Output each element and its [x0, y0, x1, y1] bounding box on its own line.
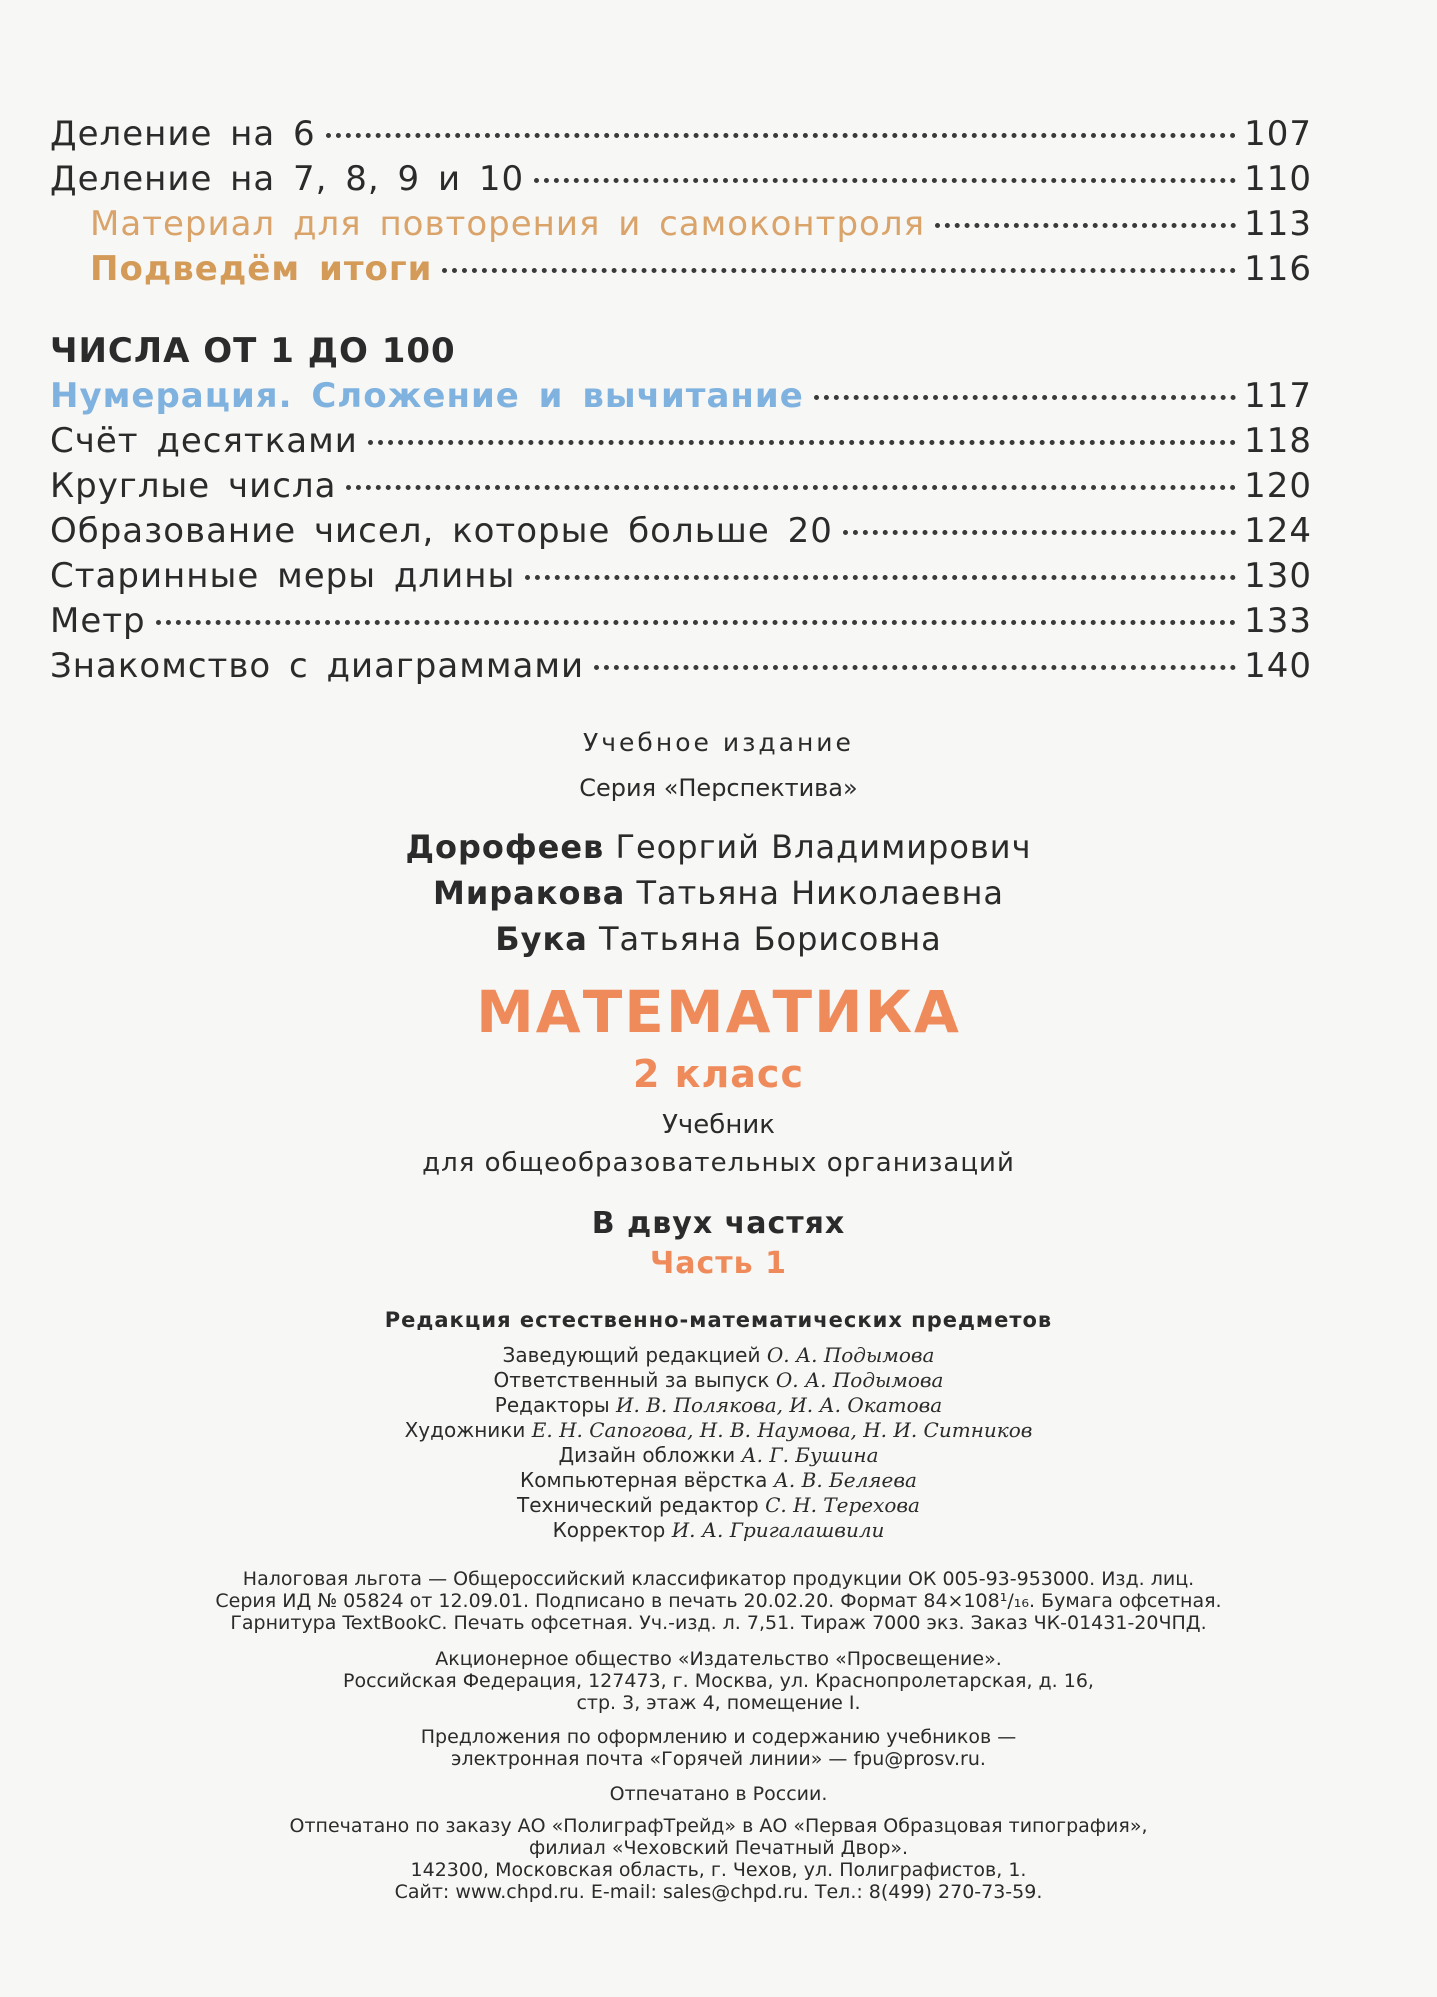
toc-entry — [50, 466, 1312, 511]
book-kind: Учебник — [662, 1110, 775, 1140]
toc-entry-title: Материал для повторения и самоконтроля — [90, 204, 926, 244]
proposals-info — [0, 1726, 1437, 1770]
book-audience: для общеобразовательных организаций — [422, 1148, 1015, 1178]
author-name: Татьяна Борисовна — [598, 920, 942, 958]
authors — [0, 828, 1437, 966]
staff-names: И. В. Полякова, И. А. Окатова — [616, 1393, 943, 1417]
author — [0, 874, 1437, 920]
toc-entry-page: 133 — [1244, 601, 1312, 641]
toc-entry-page: 130 — [1244, 556, 1312, 596]
staff-role: Художники — [404, 1418, 526, 1442]
edition-type: Учебное издание — [583, 728, 854, 757]
printer-line: 142300, Московская область, г. Чехов, ул. Полиграфистов, 1. — [410, 1859, 1027, 1881]
legal-line: Серия ИД № 05824 от 12.09.01. Подписано в печать 20.02.20. Формат 84×108¹/₁₆. Бумага офсетная. — [215, 1590, 1222, 1612]
author — [0, 828, 1437, 874]
toc-entry-page: 140 — [1244, 646, 1312, 686]
staff-line — [0, 1343, 1437, 1368]
author-surname: Дорофеев — [405, 828, 605, 866]
staff-line — [0, 1468, 1437, 1493]
printer-line: Сайт: www.chpd.ru. E-mail: sales@chpd.ru. Тел.: 8(499) 270-73-59. — [394, 1881, 1043, 1903]
printer-line: филиал «Чеховский Печатный Двор». — [528, 1837, 909, 1859]
toc-leader-dots — [368, 440, 1236, 445]
toc-leader-dots — [442, 268, 1236, 273]
staff-line — [0, 1443, 1437, 1468]
publisher-line: Российская Федерация, 127473, г. Москва, ул. Краснопролетарская, д. 16, — [343, 1670, 1094, 1692]
toc-entry-title: Деление на 7, 8, 9 и 10 — [50, 159, 525, 199]
toc-group-2 — [50, 326, 1312, 691]
toc-entry-title: Метр — [50, 601, 146, 641]
staff-names: А. В. Беляева — [773, 1468, 917, 1492]
staff-role: Технический редактор — [517, 1493, 759, 1517]
toc-leader-dots — [156, 620, 1236, 625]
author-surname: Бука — [495, 920, 588, 958]
edition-series: Серия «Перспектива» — [579, 774, 858, 802]
staff-names: С. Н. Терехова — [765, 1493, 920, 1517]
author-name: Татьяна Николаевна — [636, 874, 1004, 912]
staff-list — [0, 1343, 1437, 1543]
toc-leader-dots — [346, 485, 1236, 490]
author — [0, 920, 1437, 966]
toc-entry-page: 118 — [1244, 421, 1312, 461]
toc-entry-title: Счёт десятками — [50, 421, 358, 461]
toc-entry — [50, 421, 1312, 466]
legal-line: Налоговая льгота — Общероссийский классификатор продукции ОК 005-93-953000. Изд. лиц. — [242, 1568, 1195, 1590]
staff-line — [0, 1518, 1437, 1543]
toc-entry-page: 107 — [1244, 114, 1312, 154]
toc-entry-page: 117 — [1244, 376, 1312, 416]
toc-leader-dots — [935, 223, 1236, 228]
staff-role: Редакторы — [494, 1393, 610, 1417]
toc-entry-title: Деление на 6 — [50, 114, 316, 154]
book-parts: В двух частях — [591, 1206, 846, 1241]
toc-entry-title: Образование чисел, которые больше 20 — [50, 511, 833, 551]
staff-names: Е. Н. Сапогова, Н. В. Наумова, Н. И. Ситников — [531, 1418, 1033, 1442]
toc-entry — [50, 511, 1312, 556]
editorial-department: Редакция естественно-математических предметов — [384, 1308, 1053, 1332]
toc-entry-page: 116 — [1244, 249, 1312, 289]
toc-entry — [50, 204, 1312, 249]
toc-leader-dots — [594, 665, 1236, 670]
toc-entry — [50, 249, 1312, 294]
toc-entry-page: 110 — [1244, 159, 1312, 199]
toc-entry — [50, 646, 1312, 691]
toc-entry-title: Нумерация. Сложение и вычитание — [50, 376, 804, 416]
staff-names: О. А. Подымова — [775, 1368, 944, 1392]
staff-role: Корректор — [552, 1518, 666, 1542]
publisher-info — [0, 1648, 1437, 1714]
staff-line — [0, 1368, 1437, 1393]
legal-info — [0, 1568, 1437, 1634]
author-name: Георгий Владимирович — [615, 828, 1032, 866]
proposals-line: электронная почта «Горячей линии» — fpu@prosv.ru. — [451, 1748, 986, 1770]
toc-leader-dots — [843, 530, 1236, 535]
printer-line: Отпечатано по заказу АО «ПолиграфТрейд» в АО «Первая Образцовая типография», — [289, 1815, 1148, 1837]
toc-entry-page: 113 — [1244, 204, 1312, 244]
author-surname: Миракова — [433, 874, 626, 912]
toc-leader-dots — [534, 178, 1236, 183]
staff-names: И. А. Григалашвили — [671, 1518, 885, 1542]
proposals-line: Предложения по оформлению и содержанию учебников — — [420, 1726, 1017, 1748]
staff-line — [0, 1493, 1437, 1518]
book-part: Часть 1 — [650, 1246, 787, 1281]
book-grade: 2 класс — [633, 1052, 804, 1096]
staff-role: Ответственный за выпуск — [493, 1368, 770, 1392]
toc-group-1 — [50, 114, 1312, 294]
staff-line — [0, 1393, 1437, 1418]
publisher-line: стр. 3, этаж 4, помещение I. — [576, 1692, 861, 1714]
toc-leader-dots — [814, 395, 1236, 400]
toc-entry — [50, 376, 1312, 421]
toc-entry-title: Подведём итоги — [90, 249, 433, 289]
staff-role: Компьютерная вёрстка — [520, 1468, 768, 1492]
staff-role: Дизайн обложки — [558, 1443, 736, 1467]
toc-entry — [50, 159, 1312, 204]
printer-info — [0, 1815, 1437, 1903]
staff-role: Заведующий редакцией — [502, 1343, 761, 1367]
book-title: МАТЕМАТИКА — [476, 978, 961, 1046]
section-title: ЧИСЛА ОТ 1 ДО 100 — [50, 331, 456, 371]
toc-entry-title: Знакомство с диаграммами — [50, 646, 585, 686]
legal-line: Гарнитура TextBookC. Печать офсетная. Уч.-изд. л. 7,51. Тираж 7000 экз. Заказ ЧК-01431-20ЧПД. — [230, 1612, 1207, 1634]
toc-entry-title: Старинные меры длины — [50, 556, 516, 596]
publisher-line: Акционерное общество «Издательство «Просвещение». — [435, 1648, 1002, 1670]
toc-entry — [50, 601, 1312, 646]
toc-entry-title: Круглые числа — [50, 466, 337, 506]
printed-line: Отпечатано в России. — [609, 1783, 828, 1805]
staff-names: О. А. Подымова — [766, 1343, 935, 1367]
toc-entry — [50, 114, 1312, 159]
toc-leader-dots — [326, 133, 1236, 138]
printed-in — [0, 1783, 1437, 1805]
toc-entry — [50, 556, 1312, 601]
toc-entry-page: 120 — [1244, 466, 1312, 506]
staff-names: А. Г. Бушина — [741, 1443, 879, 1467]
toc-entry-page: 124 — [1244, 511, 1312, 551]
toc-leader-dots — [525, 575, 1236, 580]
staff-line — [0, 1418, 1437, 1443]
